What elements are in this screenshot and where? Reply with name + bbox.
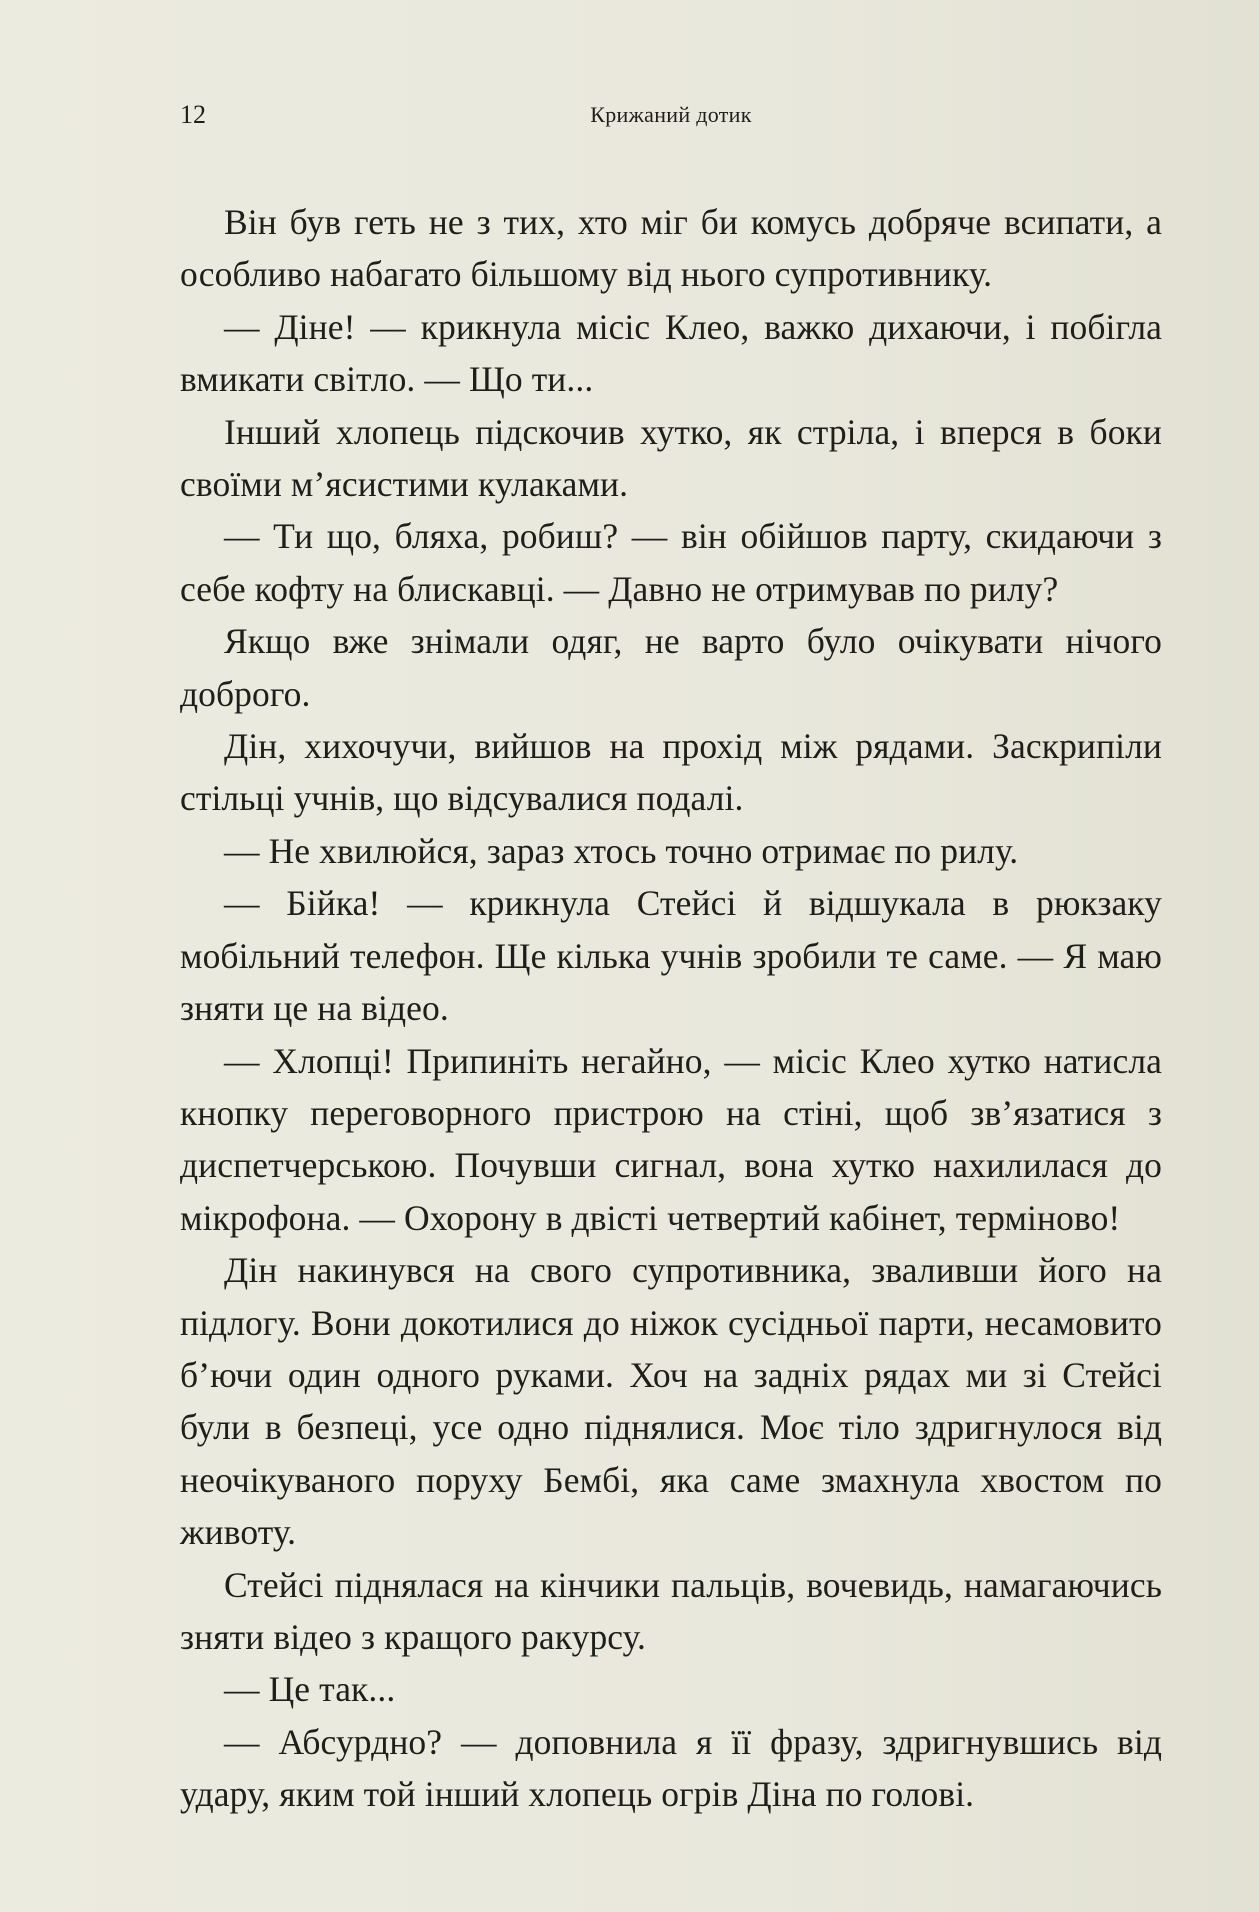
paragraph: Він був геть не з тих, хто міг би комусь добряче всипати, а особливо набагато більшому від нього супротивнику.: [180, 202, 1162, 295]
page-number: 12: [180, 100, 206, 129]
paragraph: — Бійка! — крикнула Стейсі й відшукала в рюкзаку мобільний телефон. Ще кілька учнів зробили те саме. — Я маю зняти це на відео.: [180, 883, 1162, 1029]
paragraph: — Це так...: [224, 1669, 396, 1710]
paragraph: — Абсурдно? — доповнила я її фразу, здригнувшись від удару, яким той інший хлопець огрів Діна по голові.: [180, 1721, 1162, 1815]
paragraph: — Не хвилюйся, зараз хтось точно отримає по рилу.: [224, 830, 1019, 871]
paragraph: — Ти що, бляха, робиш? — він обійшов парту, скидаючи з себе кофту на блискавці. — Давно не отримував по рилу?: [180, 516, 1162, 609]
running-head: [180, 100, 1162, 136]
paragraph: Дін накинувся на свого супротивника, зваливши його на підлогу. Вони докотилися до ніжок сусідньої парти, несамовито б’ючи один одного руками. Хоч на задніх рядах ми зі Стейсі були в безпеці, усе одно піднялися. Моє тіло здригнулося від неочікуваного поруху Бембі, яка саме змахнула хвостом по животу.: [180, 1250, 1162, 1553]
paragraph: — Діне! — крикнула місіс Клео, важко дихаючи, і побігла вмикати світло. — Що ти...: [180, 306, 1162, 400]
paragraph: Дін, хихочучи, вийшов на прохід між рядами. Заскрипіли стільці учнів, що відсувалися подалі.: [180, 726, 1162, 819]
paragraph: Стейсі піднялася на кінчики пальців, вочевидь, намагаючись зняти відео з кращого ракурсу.: [180, 1564, 1162, 1657]
paragraph: Якщо вже знімали одяг, не варто було очікувати нічого доброго.: [180, 621, 1162, 714]
paragraph: — Хлопці! Припиніть негайно, — місіс Клео хутко натисла кнопку переговорного пристрою на стіні, щоб зв’язатися з диспетчерською. Почувши сигнал, вона хутко нахилилася до мікрофона. — Охорону в двісті четвертий кабінет, терміново!: [180, 1040, 1162, 1238]
book-title: Крижаний дотик: [590, 102, 752, 127]
body-text: [180, 196, 1162, 1821]
paragraph: Інший хлопець підскочив хутко, як стріла, і вперся в боки своїми м’ясистими кулаками.: [180, 411, 1162, 505]
